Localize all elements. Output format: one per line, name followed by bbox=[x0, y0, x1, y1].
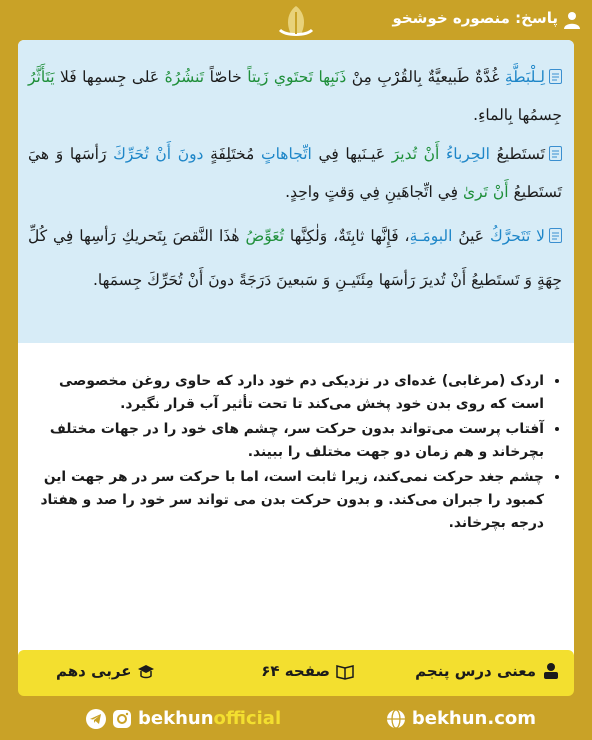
lesson-label bbox=[415, 662, 560, 680]
text-run: مُختَلِفَةٍ bbox=[203, 145, 261, 163]
highlight-word: دونَ أَنْ تُحَرِّكَ bbox=[113, 145, 204, 163]
highlight-word: أَنْ تَرىٰ bbox=[462, 183, 509, 201]
text-run: هٰذَا النَّقصَ بِتَحريكِ رَأسِها فِي كُلِّ جِهَةٍ وَ تَستَطيعُ أَنْ تُديرَ رَأسَها مِئَتَيـنِ وَ سَبعينَ دَرَجَةً دونَ أَنْ تُحَرِّكَ جِسمَها. bbox=[28, 227, 562, 289]
list-item: • آفتاب پرست می‌تواند بدون حرکت سر، چشم های خود را در جهات مختلف بچرخاند و هم زمان دو جهت مختلف را ببیند. bbox=[36, 418, 544, 464]
bottom-bar bbox=[0, 700, 592, 740]
book-label bbox=[56, 662, 155, 680]
teacher-icon bbox=[542, 662, 560, 680]
text-run: خاصّاً bbox=[204, 68, 248, 86]
book-text: عربی دهم bbox=[56, 662, 132, 680]
text-run: عَيـنَيها فِي bbox=[311, 145, 392, 163]
highlight-word: لا تَتَحرَّكُ bbox=[489, 227, 545, 245]
persian-translation bbox=[36, 370, 560, 537]
website-link[interactable] bbox=[386, 708, 536, 729]
arabic-text-section bbox=[18, 40, 574, 343]
globe-icon bbox=[386, 709, 406, 729]
text-run: غُدَّةٌ طَبيعيَّةٌ بِالقُرْبِ مِنْ bbox=[346, 68, 505, 86]
page-text: صفحه ۶۴ bbox=[261, 662, 330, 680]
document-icon bbox=[549, 146, 562, 161]
answer-author: پاسخ: منصوره خوشخو bbox=[392, 9, 558, 27]
text-run: عَينُ bbox=[452, 227, 490, 245]
arabic-paragraph-1 bbox=[28, 58, 562, 134]
instagram-icon[interactable] bbox=[112, 709, 132, 729]
website-text: bekhun.com bbox=[411, 708, 536, 729]
text-run: تَستَطيعُ bbox=[489, 145, 545, 163]
arabic-paragraph-3 bbox=[28, 214, 562, 302]
user-icon bbox=[564, 11, 580, 29]
highlight-word: تُعَوِّضُ bbox=[245, 227, 285, 245]
highlight-word: البومَـةِ bbox=[409, 227, 453, 245]
arabic-paragraph-2 bbox=[28, 135, 562, 211]
text-run: ، فَإِنَّها ثابِتَةٌ، وَلٰكِنَّها bbox=[284, 227, 410, 245]
list-item: • چشم جغد حرکت نمی‌کند، زیرا ثابت است، اما با حرکت سر در هر جهت این کمبود را جبران می‌کند. و بدون حرکت بدن می تواند سر خود را صد و هفتاد درجه بچرخاند. bbox=[36, 466, 544, 535]
telegram-icon[interactable] bbox=[86, 709, 106, 729]
text-run: عَلى جِسمِها فَلا bbox=[54, 68, 165, 86]
translation-list bbox=[36, 370, 560, 535]
open-book-icon bbox=[336, 662, 354, 680]
highlight-word: أَنْ تُديرَ bbox=[391, 145, 446, 163]
list-item: • اردک (مرغابی) غده‌ای در نزدیکی دم خود دارد که حاوی روغن مخصوصی است که روی بدن خود پخش می‌کند تا تحت تأثیر آب قرار نگیرد. bbox=[36, 370, 544, 416]
text-run: جِسمُها بِالماءِ. bbox=[473, 106, 562, 124]
highlight-word: لِـلْبَطَّةِ bbox=[504, 68, 546, 86]
book-icon bbox=[137, 662, 155, 680]
highlight-word: ذَنَبِها bbox=[318, 68, 347, 86]
social-handle-text bbox=[138, 708, 281, 729]
page-label bbox=[261, 662, 354, 680]
document-icon bbox=[549, 69, 562, 84]
highlight-word: اتِّجاهاتٍ bbox=[260, 145, 312, 163]
lesson-text: معنی درس پنجم bbox=[415, 662, 536, 680]
highlight-word: زَيتاً bbox=[247, 68, 269, 86]
social-handle[interactable] bbox=[86, 708, 281, 729]
content-card bbox=[18, 40, 574, 686]
footer-info-bar bbox=[18, 650, 574, 696]
highlight-word: الحِرباءُ bbox=[445, 145, 490, 163]
text-run: رَأسَها وَ هيَ تَستَطيعُ bbox=[28, 145, 562, 201]
highlight-word: يَتَأَثَّرُ bbox=[28, 68, 55, 86]
handle-accent: official bbox=[213, 708, 282, 729]
highlight-word: تَحتَوي bbox=[273, 68, 314, 86]
document-icon bbox=[549, 228, 562, 243]
text-run: فِي اتِّجاهَينِ فِي وَقتٍ واحِدٍ. bbox=[285, 183, 463, 201]
handle-part: bekhun bbox=[138, 708, 214, 729]
highlight-word: تَنشُرُهُ bbox=[164, 68, 205, 86]
